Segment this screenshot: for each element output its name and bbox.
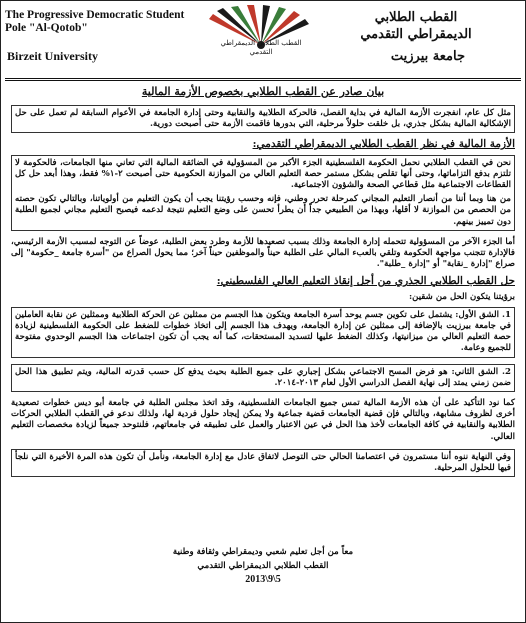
logo-caption: القطب الطلابي الديمقراطي التقدمي <box>220 39 302 56</box>
header-rule <box>5 78 521 79</box>
intro-box <box>11 105 515 133</box>
solution-intro: برؤيتنا يتكون الحل من شقين: <box>409 291 515 302</box>
section-heading-crisis: الأزمة المالية في نظر القطب الطلابي الديمقراطي التقدمي: <box>252 138 515 151</box>
footer-signature: القطب الطلابي الديمقراطي التقدمي <box>197 561 329 571</box>
footer-slogan: معاً من أجل تعليم شعبي وديمقراطي وثقافة وطنية <box>172 547 354 557</box>
intro-paragraph: مثل كل عام، انفجرت الأزمة المالية في بداية الفصل، فالحركة الطلابية والنقابية وحتى إدارة الجامعة في الأعوام السابقة لم تعمل على حل الإشكالية المالية بشكل جذري، بل خلقت حلولاً مرحلية، التي بدورها فاقمت الأزمة حتى أصبحت دورية. <box>15 108 511 130</box>
closing-box <box>11 449 515 477</box>
solution-part-2-box <box>11 364 515 392</box>
solidarity-paragraph: كما نود التأكيد على أن هذه الأزمة المالية تمس جميع الجامعات الفلسطينية، وقد اتخذ مجلس الطلبة في جامعة أبو ديس خطوات تصعيدية أخرى لظروف مشابهة، وبالتالي فإن قضية الجامعات قضية جماعية ولا يمكن إيجاد حلول فردية لها، ولذلك ندعو في القطب الطلابي الحركات الطلابية والنقابية في كافة الجامعات لأخذ هذا الحل في عين الاعتبار والعمل على تطبيقه في جامعاتهم، فلنتوحد جميعاً لزيادة مخصصات التعليم العالي. <box>11 398 515 442</box>
header-rule-secondary <box>5 80 521 81</box>
arabic-university-name: جامعة بيرزيت <box>390 49 465 64</box>
solution-part-1-box <box>11 307 515 358</box>
solution-part-2: 2. الشق الثاني: هو فرض المسح الاجتماعي بشكل إجباري على جميع الطلبة بحيث يدفع كل حسب قدرته المالية، ويتم تطبيق هذا الحل ضمن زمني يمتد إلى نهاية الفصل الدراسي الأول لعام ٢٠١٣-٢٠١٤. <box>15 366 511 388</box>
section-heading-solution: حل القطب الطلابي الجذري من أجل إنقاذ التعليم العالي الفلسطيني: <box>216 275 515 288</box>
arabic-organization-name: القطب الطلابي الديمقراطي التقدمي <box>360 10 472 42</box>
crisis-paragraph-2: من هنا وبما أننا من أنصار التعليم المجاني كمرحلة تحرر وطني، فإنه وحسب رؤيتنا يجب أن يكون التعليم من أولوياتنا، وبالتالي تكون حصته من الحصص من الموازنة لا أقلها، وبهذا من الطبيعي جداً أن يطرأ تحسن على وضع التعليم نتيجة لدعمه فيصبح التعليم مجاني لجميع الطلبة دون تمييز بينهم. <box>15 194 511 227</box>
letterhead <box>1 1 525 79</box>
statement-body <box>11 105 515 483</box>
statement-title: بيان صادر عن القطب الطلابي بخصوص الأزمة المالية <box>141 85 385 98</box>
english-organization-name: The Progressive Democratic Student Pole "Al-Qotob" <box>5 9 185 34</box>
closing-paragraph: وفي النهاية ننوه أننا مستمرون في اعتصامنا الحالي حتى التوصل لاتفاق عادل مع إدارة الجامعة، ونأمل أن تكون هذه المرة الأخيرة التي نلجأ فيها للحلول المرحلية. <box>15 451 511 474</box>
crisis-box <box>11 155 515 231</box>
statement-footer <box>1 545 525 587</box>
footer-date: 2013\9\5 <box>245 574 281 585</box>
crisis-paragraph-3: أما الجزء الآخر من المسؤولية تتحمله إدارة الجامعة وذلك بسبب تصعيدها للأزمة وطرد بعض الطلبة، عوضاً عن التوجه لمسبب الأزمة الرئيسي، فالإدارة تتجنب مواجهة الحكومة وتلقي بالعبء المالي على الطلبة حيناً والموظفين حيناً آخر؛ مما يحول الصراع من "أسرة جامعة _حكومة" إلى صراع "إدارة _نقابة" أو "إدارة _طلبة". <box>11 236 515 270</box>
solution-part-1: 1. الشق الأول: يشتمل على تكوين جسم يوحد أسرة الجامعة ويتكون هذا الجسم من ممثلين عن الحركة الطلابية وممثلين عن نقابة العاملين في جامعة بيرزيت بالإضافة إلى ممثلين عن إدارة الجامعة، ويهدف هذا الجسم إلى اتخاذ خطوات للضغط على الحكومة الفلسطينية لزيادة حصة التعليم العالي من ميزانيتها، وكذلك الضغط عليها لتسديد المستحقات، كما أنه يجب أن تكون اجتماعات هذا الجسم الوحدوي مفتوحة للجميع وعامة. <box>15 309 511 354</box>
english-university-name: Birzeit University <box>7 49 98 63</box>
crisis-paragraph-1: نحن في القطب الطلابي نحمل الحكومة الفلسطينية الجزء الأكبر من المسؤولية في الضائقة المالية التي تعاني منها الجامعات، فالحكومة لا تلتزم بدفع التزاماتها، وحتى أنها تقلص بشكل مستمر حصة التعليم العالي من الموازنة الحكومية حتى أصبحت ٢-١% فقط، وهذا أبعد حل كل القطاعات الاجتماعية مثل قطاعي الصحة والشؤون الاجتماعية. <box>15 157 511 191</box>
